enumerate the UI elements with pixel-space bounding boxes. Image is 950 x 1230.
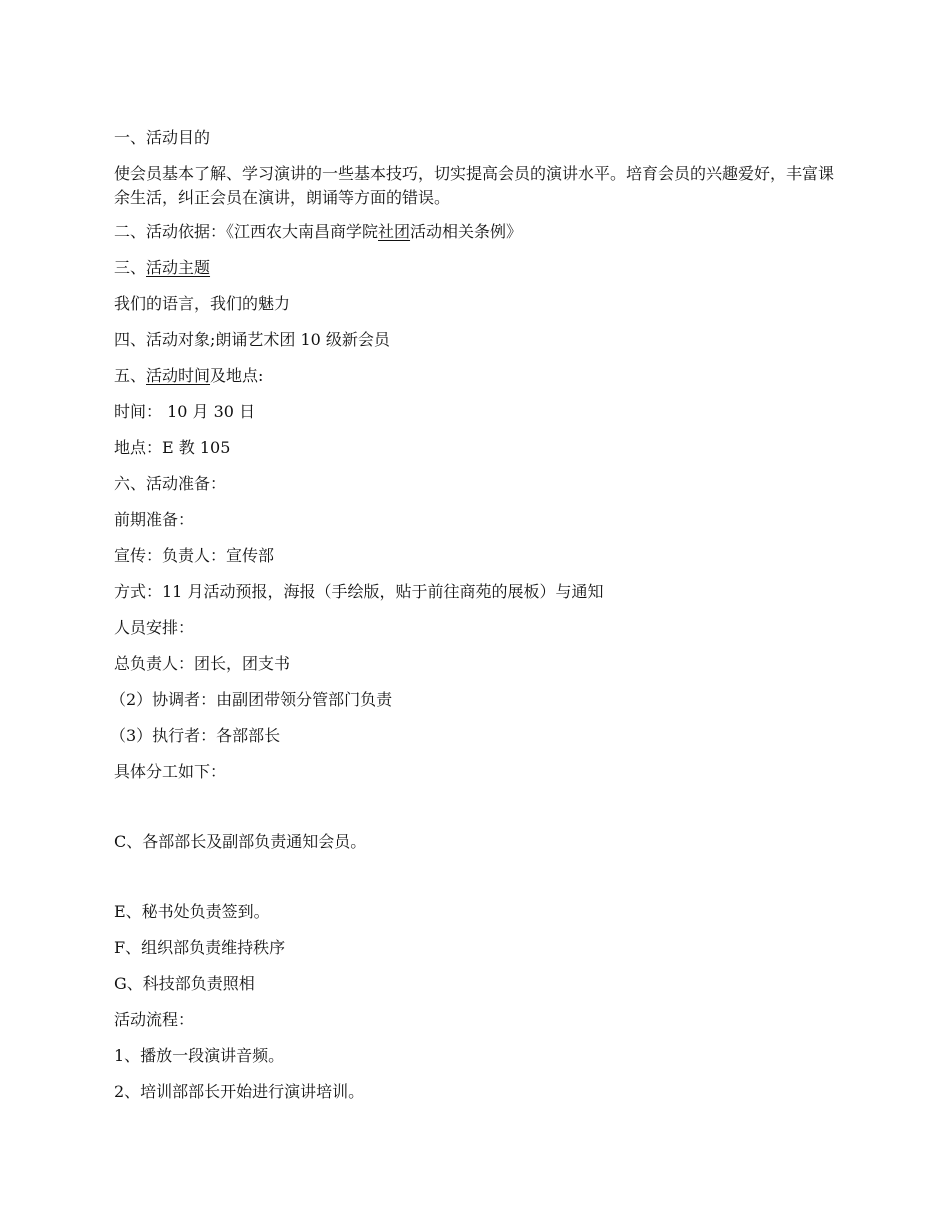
section-heading-audience: 四、活动对象;朗诵艺术团 10 级新会员 xyxy=(114,330,390,349)
staffing-line: 人员安排： xyxy=(114,618,195,637)
coordinator-line: （2）协调者：由副团带领分管部门负责 xyxy=(110,690,393,709)
division-heading: 具体分工如下： xyxy=(114,762,227,781)
process-heading: 活动流程： xyxy=(114,1010,195,1029)
task-f-line: F、组织部负责维持秩序 xyxy=(114,938,286,957)
publicity-line: 宣传：负责人：宣传部 xyxy=(114,546,275,565)
task-c-line: C、各部部长及副部负责通知会员。 xyxy=(114,832,367,851)
purpose-paragraph: 使会员基本了解、学习演讲的一些基本技巧，切实提高会员的演讲水平。培育会员的兴趣爱好，丰富课余生活，纠正会员在演讲，朗诵等方面的错误。 xyxy=(114,164,835,207)
section-heading-purpose: 一、活动目的 xyxy=(114,128,211,147)
basis-text-suffix: 活动相关条例》 xyxy=(410,222,523,241)
early-preparation-line: 前期准备： xyxy=(114,510,195,529)
time-line: 时间： 10 月 30 日 xyxy=(114,402,256,421)
theme-text: 我们的语言，我们的魅力 xyxy=(114,294,291,313)
section-heading-basis xyxy=(114,220,844,244)
time-place-prefix: 五、 xyxy=(114,366,147,385)
theme-heading-prefix: 三、 xyxy=(114,258,147,277)
place-line: 地点：E 教 105 xyxy=(114,438,231,457)
chief-line: 总负责人：团长，团支书 xyxy=(114,654,291,673)
section-heading-theme xyxy=(114,256,844,280)
task-e-line: E、秘书处负责签到。 xyxy=(114,902,270,921)
section-heading-time-place xyxy=(114,364,844,388)
process-step-2: 2、培训部部长开始进行演讲培训。 xyxy=(114,1082,365,1101)
section-heading-preparation: 六、活动准备： xyxy=(114,474,227,493)
theme-heading-underlined: 活动主题 xyxy=(146,258,211,277)
executor-line: （3）执行者：各部部长 xyxy=(110,726,281,745)
task-g-line: G、科技部负责照相 xyxy=(114,974,255,993)
process-step-1: 1、播放一段演讲音频。 xyxy=(114,1046,285,1065)
time-place-underlined: 活动时间 xyxy=(146,366,211,385)
method-line: 方式：11 月活动预报，海报（手绘版，贴于前往商苑的展板）与通知 xyxy=(114,582,604,601)
time-place-suffix: 及地点: xyxy=(210,366,264,385)
basis-text-underlined: 社团 xyxy=(378,222,411,241)
basis-text-prefix: 二、活动依据：《江西农大南昌商学院 xyxy=(114,222,379,241)
